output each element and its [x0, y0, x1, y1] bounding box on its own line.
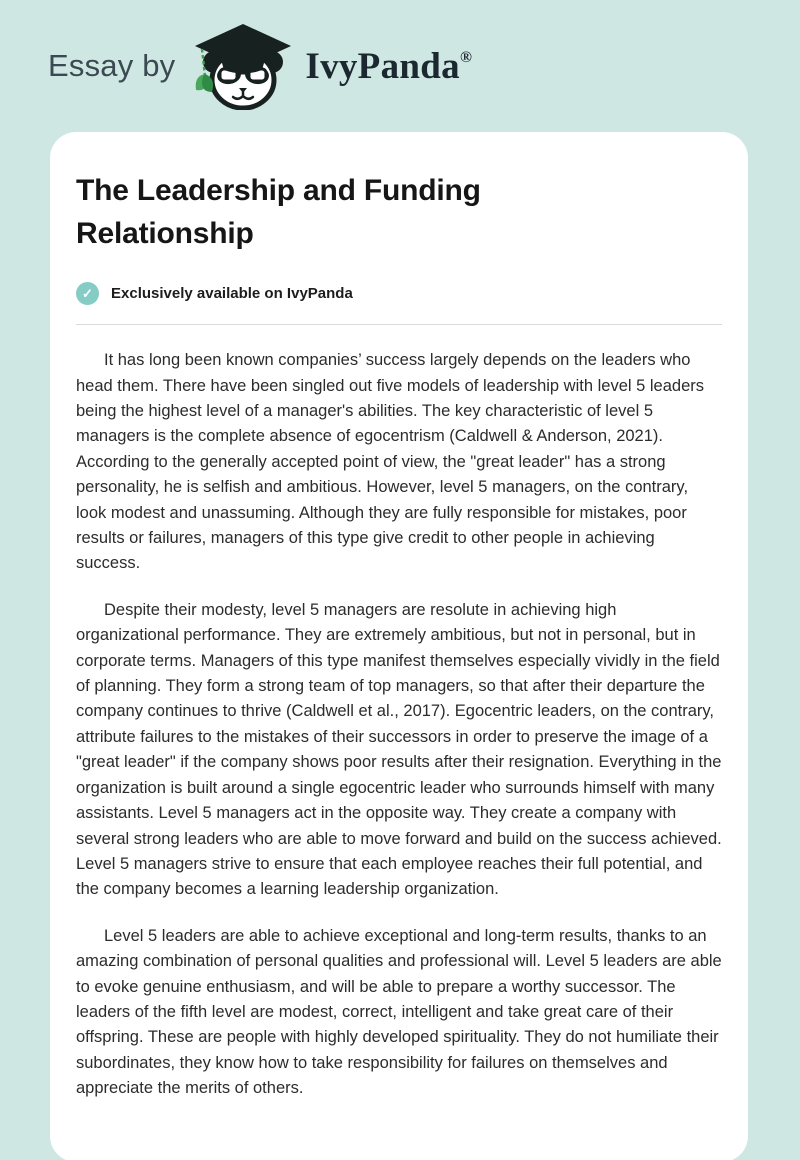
essay-paragraph-2: Despite their modesty, level 5 managers are resolute in achieving high organizational performance. They are extremely ambitious, but not in personal, but in corporate terms. Managers of this type manifest themselves especially vividly in the field of planning. They form a strong team of top managers, so that after their departure the company continues to thrive (Caldwell et al., 2017). Egocentric leaders, on the contrary, attribute failures to the mistakes of their successors in order to preserve the image of a "great leader" if the company shows poor results after their resignation. Everything in the organization is built around a single egocentric leader who surrounds himself with many assistants. Level 5 managers act in the opposite way. They create a company with several strong leaders who are able to move forward and build on the success achieved. Level 5 managers strive to ensure that each employee reaches their full potential, and the company becomes a learning leadership organization.: [76, 600, 722, 899]
divider: [76, 324, 722, 325]
availability-badge: [76, 282, 722, 305]
panda-graduate-icon: [191, 22, 295, 110]
availability-badge-label: Exclusively available on IvyPanda: [111, 285, 353, 303]
essay-paragraph-3: Level 5 leaders are able to achieve exceptional and long-term results, thanks to an amazing combination of personal qualities and professional will. Level 5 leaders are able to evoke genuine enthusiasm, and will be able to prepare a worthy successor. The leaders of the fifth level are modest, correct, intelligent and take great care of their offspring. These are people with highly developed spirituality. They do not humiliate their subordinates, they know how to take responsibility for failures on themselves and appreciate the merits of others.: [76, 926, 722, 1098]
essay-paragraph-1: It has long been known companies’ success largely depends on the leaders who head them. There have been singled out five models of leadership with level 5 leaders being the highest level of a manager's abilities. The key characteristic of level 5 managers is the complete absence of egocentrism (Caldwell & Anderson, 2021). According to the generally accepted point of view, the "great leader" has a strong personality, he is selfish and ambitious. However, level 5 managers, on the contrary, look modest and unassuming. Although they are fully responsible for mistakes, poor results or failures, managers of this type give credit to other people in achieving success.: [76, 351, 704, 573]
brand-name: [305, 45, 472, 88]
page-title: The Leadership and Funding Relationship: [76, 174, 481, 250]
registered-trademark: ®: [459, 48, 473, 66]
ivypanda-logo: [191, 22, 295, 110]
brand-text: IvyPanda: [305, 45, 460, 87]
check-icon: ✓: [76, 282, 99, 305]
page-header: [0, 0, 800, 132]
essay-by-label: Essay by: [48, 48, 176, 83]
essay-card: [50, 132, 748, 1160]
essay-body: [76, 348, 722, 1101]
